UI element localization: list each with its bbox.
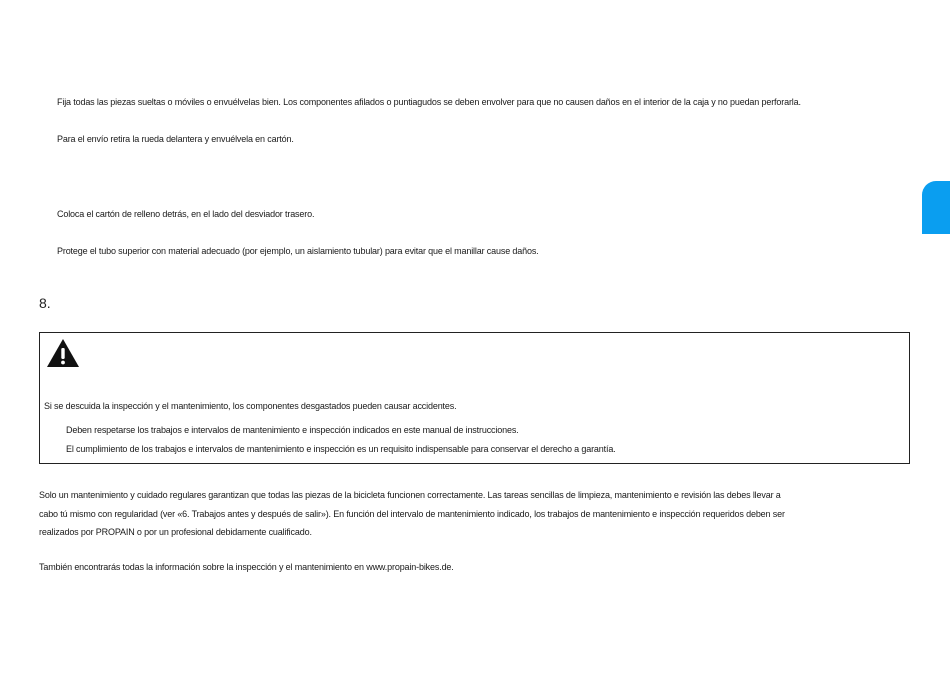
maintenance-paragraph: [39, 486, 889, 542]
packing-instruction-3: Coloca el cartón de relleno detrás, en el lado del desviador trasero.: [57, 209, 315, 219]
warning-box: [39, 332, 910, 464]
warning-item-1: Deben respetarse los trabajos e intervalos de mantenimiento e inspección indicados en este manual de instrucciones.: [66, 425, 519, 435]
warning-triangle-icon: [46, 338, 80, 368]
maintenance-line-3: realizados por PROPAIN o por un profesional debidamente cualificado.: [39, 527, 312, 537]
info-note: También encontrarás todas la información sobre la inspección y el mantenimiento en www.propain-bikes.de.: [39, 562, 454, 572]
maintenance-line-2: cabo tú mismo con regularidad (ver «6. Trabajos antes y después de salir»). En función del intervalo de mantenimiento indicado, los trabajos de mantenimiento e inspección requeridos deben ser: [39, 508, 785, 519]
maintenance-line-1: Solo un mantenimiento y cuidado regulares garantizan que todas las piezas de la bicicleta funcionen correctamente. Las tareas sencillas de limpieza, mantenimiento e revisión las debes llevar a: [39, 490, 781, 500]
chapter-side-tab: [922, 181, 950, 234]
packing-instruction-1: Fija todas las piezas sueltas o móviles o envuélvelas bien. Los componentes afilados o puntiagudos se deben envolver para que no causen daños en el interior de la caja y no puedan perforarla.: [57, 97, 801, 107]
packing-instruction-4: Protege el tubo superior con material adecuado (por ejemplo, un aislamiento tubular) para evitar que el manillar cause daños.: [57, 246, 539, 256]
warning-intro: Si se descuida la inspección y el mantenimiento, los componentes desgastados pueden causar accidentes.: [44, 401, 457, 411]
packing-instruction-2: Para el envío retira la rueda delantera y envuélvela en cartón.: [57, 134, 294, 144]
section-number: 8.: [39, 295, 51, 311]
warning-item-2: El cumplimiento de los trabajos e intervalos de mantenimiento e inspección es un requisito indispensable para conservar el derecho a garantía.: [66, 444, 616, 454]
